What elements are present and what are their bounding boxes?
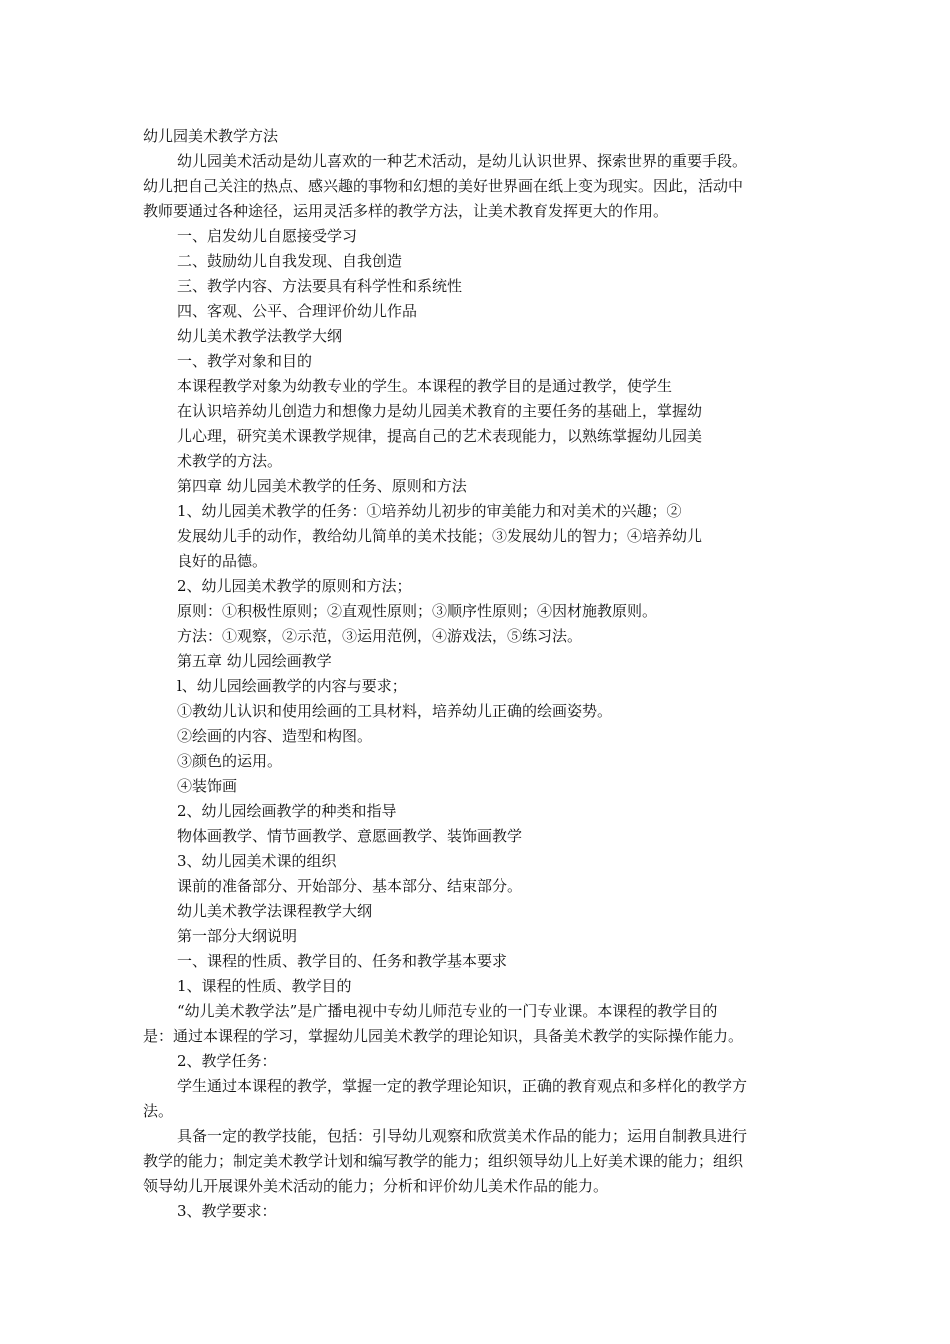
- document-title: 幼儿园美术教学方法: [143, 127, 279, 145]
- text-line: 领导幼儿开展课外美术活动的能力；分析和评价幼儿美术作品的能力。: [143, 1177, 609, 1195]
- text-line: 术教学的方法。: [177, 452, 283, 470]
- chapter-heading: 第四章 幼儿园美术教学的任务、原则和方法: [177, 477, 467, 495]
- text-line: 1、幼儿园美术教学的任务：①培养幼儿初步的审美能力和对美术的兴趣；②: [177, 502, 682, 520]
- text-line: 良好的品德。: [177, 552, 268, 570]
- section-heading: 幼儿美术教学法教学大纲: [177, 327, 343, 345]
- text-line: 三、教学内容、方法要具有科学性和系统性: [177, 277, 463, 295]
- text-line: 一、启发幼儿自愿接受学习: [177, 227, 358, 245]
- text-line: 在认识培养幼儿创造力和想像力是幼儿园美术教育的主要任务的基础上，掌握幼: [177, 402, 703, 420]
- text-line: 一、课程的性质、教学目的、任务和教学基本要求: [177, 952, 508, 970]
- text-line: 第一部分大纲说明: [177, 927, 298, 945]
- text-line: 具备一定的教学技能，包括：引导幼儿观察和欣赏美术作品的能力；运用自制教具进行: [177, 1127, 748, 1145]
- section-heading: 幼儿美术教学法课程教学大纲: [177, 902, 373, 920]
- text-line: 原则：①积极性原则；②直观性原则；③顺序性原则；④因材施教原则。: [177, 602, 658, 620]
- text-line: 学生通过本课程的教学，掌握一定的教学理论知识，正确的教育观点和多样化的教学方: [177, 1077, 748, 1095]
- text-line: 2、教学任务：: [177, 1052, 277, 1070]
- text-line: 一、教学对象和目的: [177, 352, 313, 370]
- text-line: 方法：①观察，②示范，③运用范例，④游戏法，⑤练习法。: [177, 627, 583, 645]
- text-line: l、幼儿园绘画教学的内容与要求；: [177, 677, 407, 695]
- text-line: ③颜色的运用。: [177, 752, 283, 770]
- text-line: 3、幼儿园美术课的组织: [177, 852, 337, 870]
- text-line: 物体画教学、情节画教学、意愿画教学、装饰画教学: [177, 827, 523, 845]
- chapter-heading: 第五章 幼儿园绘画教学: [177, 652, 332, 670]
- text-line: ④装饰画: [177, 777, 238, 795]
- text-line: 幼儿把自己关注的热点、感兴趣的事物和幻想的美好世界画在纸上变为现实。因此，活动中: [143, 177, 744, 195]
- text-line: 教师要通过各种途径，运用灵活多样的教学方法，让美术教育发挥更大的作用。: [143, 202, 669, 220]
- text-line: 2、幼儿园绘画教学的种类和指导: [177, 802, 397, 820]
- text-line: ①教幼儿认识和使用绘画的工具材料，培养幼儿正确的绘画姿势。: [177, 702, 613, 720]
- text-line: 课前的准备部分、开始部分、基本部分、结束部分。: [177, 877, 523, 895]
- text-line: 1、课程的性质、教学目的: [177, 977, 352, 995]
- text-line: 儿心理，研究美术课教学规律，提高自己的艺术表现能力，以熟练掌握幼儿园美: [177, 427, 703, 445]
- text-line: 二、鼓励幼儿自我发现、自我创造: [177, 252, 403, 270]
- text-line: 幼儿园美术活动是幼儿喜欢的一种艺术活动，是幼儿认识世界、探索世界的重要手段。: [177, 152, 748, 170]
- text-line: ②绘画的内容、造型和构图。: [177, 727, 373, 745]
- text-line: 法。: [143, 1102, 174, 1120]
- text-line: 四、客观、公平、合理评价幼儿作品: [177, 302, 418, 320]
- text-line: 教学的能力；制定美术教学计划和编写教学的能力；组织领导幼儿上好美术课的能力；组织: [143, 1152, 744, 1170]
- text-line: 2、幼儿园美术教学的原则和方法；: [177, 577, 412, 595]
- text-line: 发展幼儿手的动作，教给幼儿简单的美术技能；③发展幼儿的智力；④培养幼儿: [177, 527, 703, 545]
- text-line: “幼儿美术教学法”是广播电视中专幼儿师范专业的一门专业课。本课程的教学目的: [177, 1002, 718, 1020]
- text-line: 3、教学要求：: [177, 1202, 277, 1220]
- text-line: 是：通过本课程的学习，掌握幼儿园美术教学的理论知识，具备美术教学的实际操作能力。: [143, 1027, 744, 1045]
- text-line: 本课程教学对象为幼教专业的学生。本课程的教学目的是通过教学，使学生: [177, 377, 673, 395]
